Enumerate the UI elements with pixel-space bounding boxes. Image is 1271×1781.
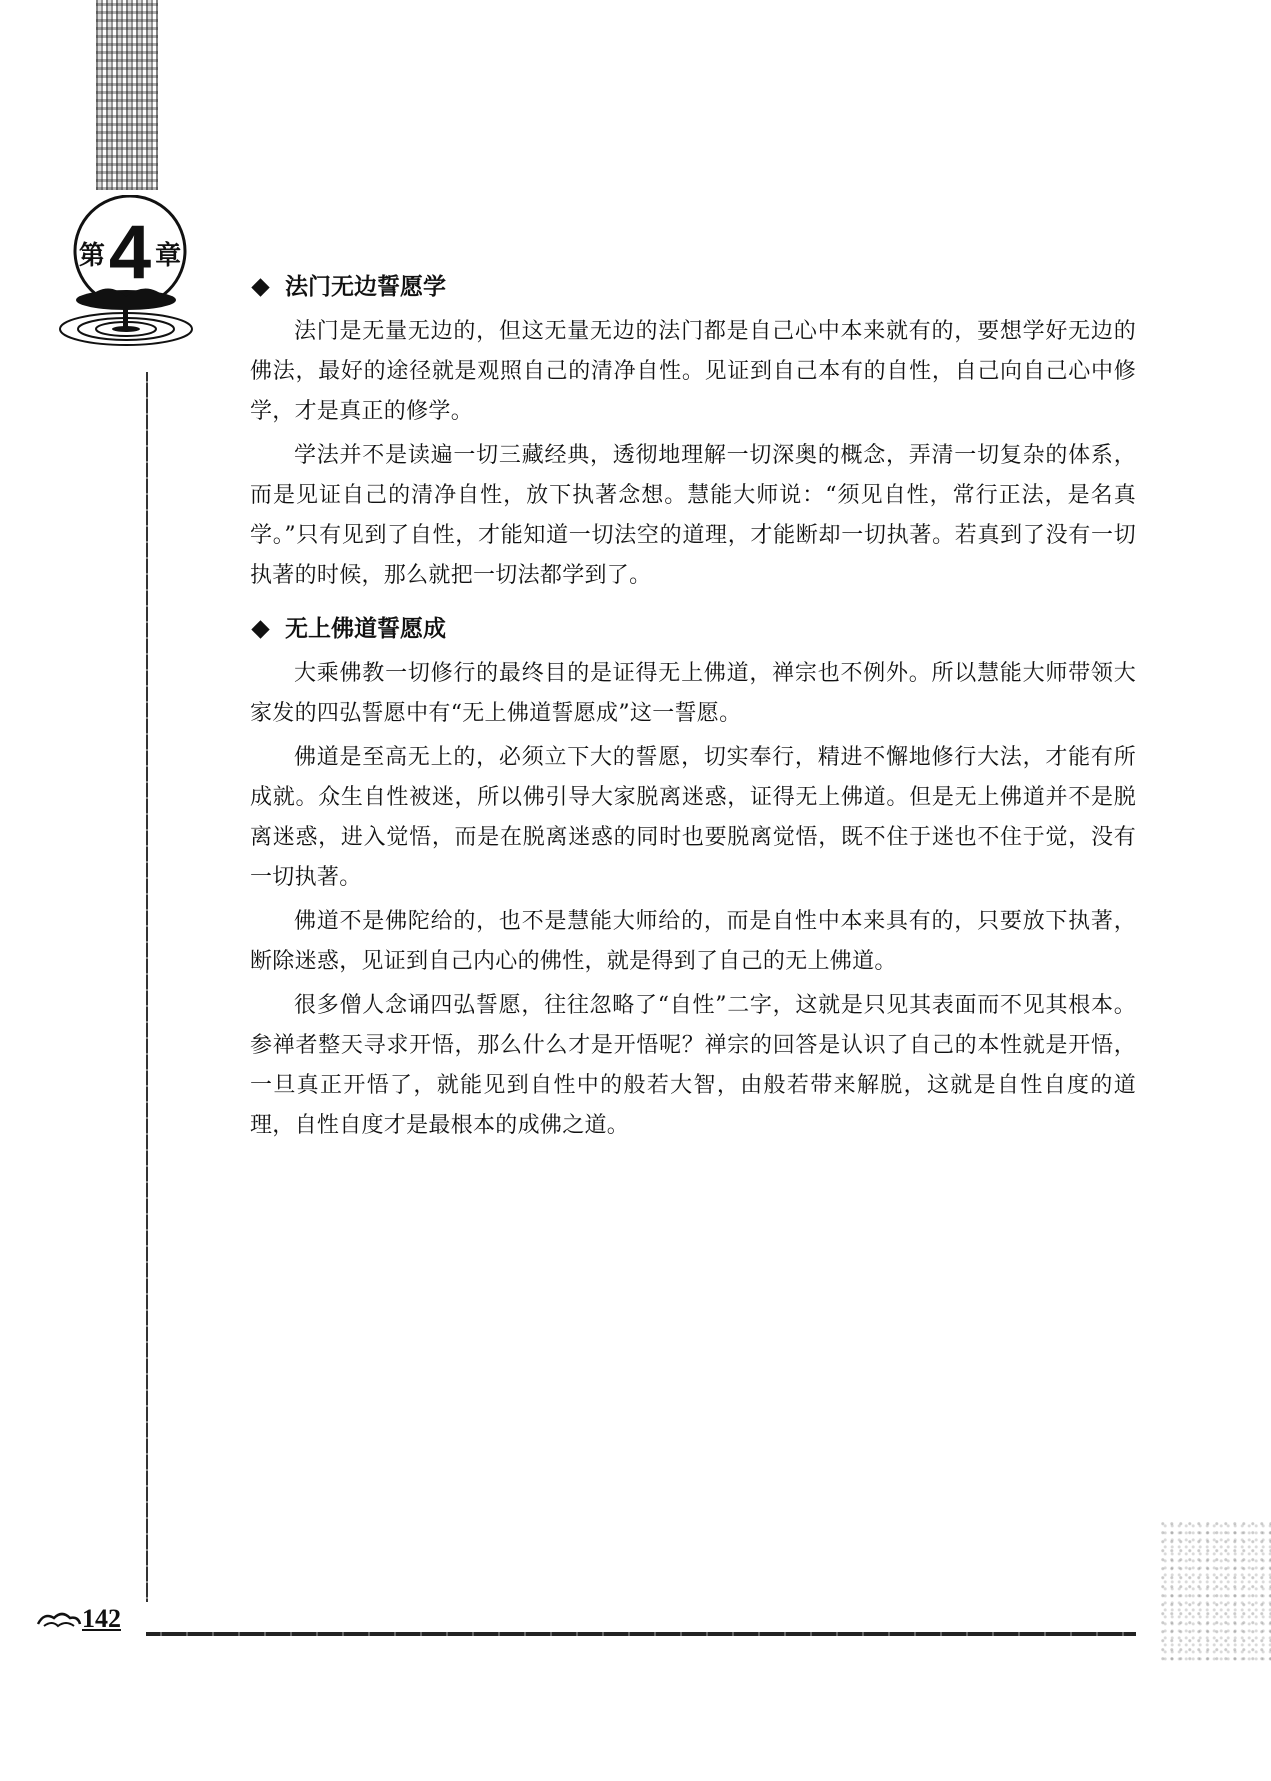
paragraph: 大乘佛教一切修行的最终目的是证得无上佛道，禅宗也不例外。所以慧能大师带领大家发的四弘誓愿中有“无上佛道誓愿成”这一誓愿。 xyxy=(250,661,1136,726)
page-footer xyxy=(36,1604,1136,1644)
scan-noise xyxy=(1161,1521,1271,1661)
chapter-badge xyxy=(56,195,204,370)
section-1 xyxy=(250,270,1136,596)
main-text xyxy=(250,270,1136,1150)
section-heading-text: 无上佛道誓愿成 xyxy=(285,616,446,642)
section-heading xyxy=(250,612,1136,646)
margin-rule xyxy=(146,372,148,1602)
page-number: 142 xyxy=(82,1604,121,1633)
section-2 xyxy=(250,612,1136,1146)
paragraph: 很多僧人念诵四弘誓愿，往往忽略了“自性”二字，这就是只见其表面而不见其根本。参禅者整天寻求开悟，那么什么才是开悟呢？禅宗的回答是认识了自己的本性就是开悟，一旦真正开悟了，就能见到自性中的般若大智，由般若带来解脱，这就是自性自度的道理，自性自度才是最根本的成佛之道。 xyxy=(250,993,1136,1138)
paragraph: 佛道是至高无上的，必须立下大的誓愿，切实奉行，精进不懈地修行大法，才能有所成就。众生自性被迷，所以佛引导大家脱离迷惑，证得无上佛道。但是无上佛道并不是脱离迷惑，进入觉悟，而是在脱离迷惑的同时也要脱离觉悟，既不住于迷也不住于觉，没有一切执著。 xyxy=(250,745,1136,890)
paragraph: 法门是无量无边的，但这无量无边的法门都是自己心中本来就有的，要想学好无边的佛法，最好的途径就是观照自己的清净自性。见证到自己本有的自性，自己向自己心中修学，才是真正的修学。 xyxy=(250,319,1136,424)
paragraph: 佛道不是佛陀给的，也不是慧能大师给的，而是自性中本来具有的，只要放下执著，断除迷惑，见证到自己内心的佛性，就是得到了自己的无上佛道。 xyxy=(250,909,1136,974)
paragraph: 学法并不是读遍一切三藏经典，透彻地理解一切深奥的概念，弄清一切复杂的体系，而是见证自己的清净自性，放下执著念想。慧能大师说：“须见自性，常行正法，是名真学。”只有见到了自性，才能知道一切法空的道理，才能断却一切执著。若真到了没有一切执著的时候，那么就把一切法都学到了。 xyxy=(250,443,1136,588)
section-heading-text: 法门无边誓愿学 xyxy=(285,274,446,300)
diamond-bullet-icon xyxy=(251,620,269,638)
footer-rule xyxy=(146,1632,1136,1636)
section-heading xyxy=(250,270,1136,304)
decorative-header-strip xyxy=(96,0,158,190)
cloud-ornament-icon xyxy=(36,1606,82,1634)
chapter-suffix: 章 xyxy=(155,241,182,271)
chapter-prefix: 第 xyxy=(78,241,105,271)
diamond-bullet-icon xyxy=(251,278,269,296)
chapter-number: 4 xyxy=(108,210,152,295)
